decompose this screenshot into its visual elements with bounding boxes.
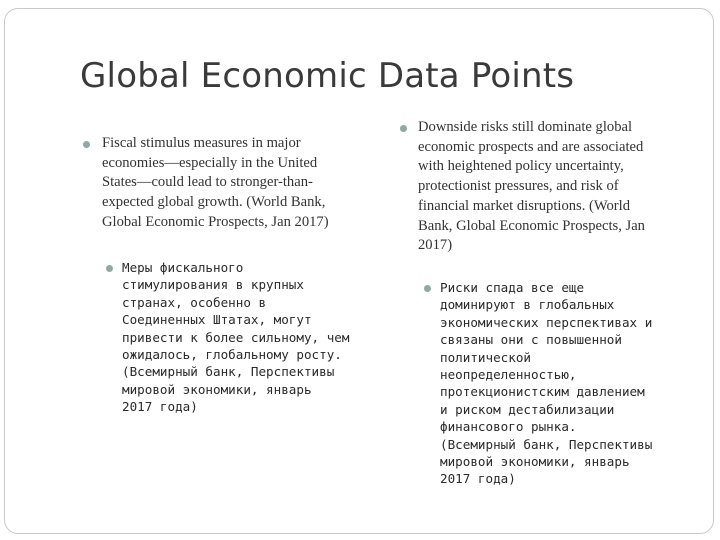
bullet-item-fiscal-stimulus-ru [80,259,378,416]
bullet-item-downside-risks-ru [398,279,698,488]
bullet-text: Fiscal stimulus measures in major economies—especially in the United States—could lead to stronger-than- expected global growth. (World Bank, Global Economic Prospects, Jan 2017) [102,135,329,230]
bullet-dot-icon [400,125,407,132]
bullet-text: Downside risks still dominate global economic prospects and are associated with heightened policy uncertainty, protectionist pressures, and risk of financial market disruptions. (World Bank, Global Economic Prospects, Jan 2017) [418,119,645,254]
bullet-text: Риски спада все еще доминируют в глобальных экономических перспективах и связаны они с повышенной политической неопределенностью, протекционистским давлением и риском дестабилизации финансового рынка. (Всемирный банк, Перспективы мировой экономики, январь 2017 года) [440,280,653,487]
bullet-item-downside-risks-en [398,118,698,256]
slide-title: Global Economic Data Points [80,56,575,96]
bullet-text: Меры фискального стимулирования в крупных странах, особенно в Соединенных Штатах, могут привести к более сильному, чем ожидалось, глобальному росту. (Всемирный банк, Перспективы мировой экономики, январь 2017 года) [122,260,350,415]
bullet-dot-icon [83,141,90,148]
bullet-item-fiscal-stimulus-en [80,134,374,233]
bullet-dot-icon [424,285,431,292]
bullet-dot-icon [106,265,113,272]
